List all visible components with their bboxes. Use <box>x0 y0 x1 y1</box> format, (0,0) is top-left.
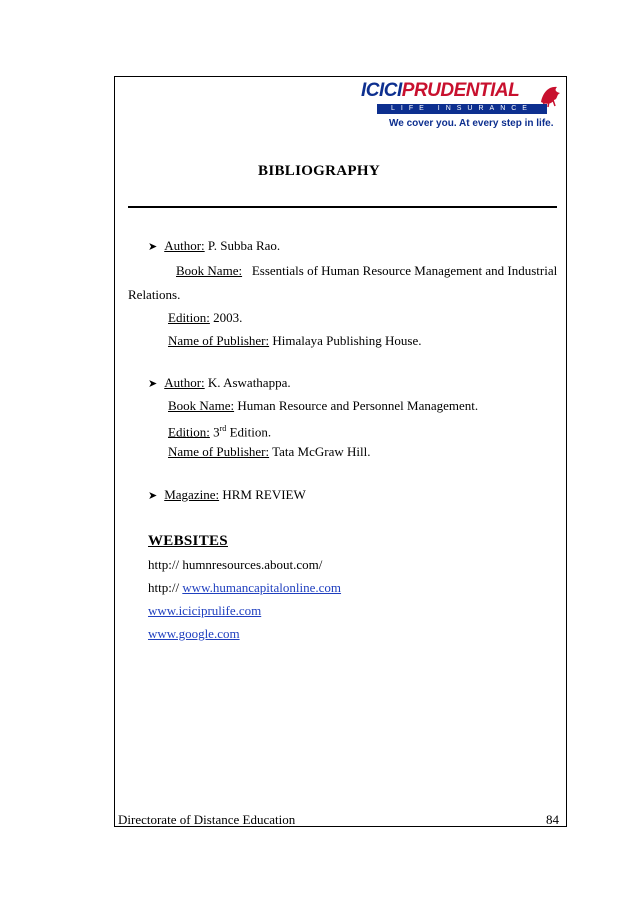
title-rule <box>128 206 557 208</box>
entry1-book-continuation: Relations. <box>128 287 181 302</box>
book-value: Essentials of Human Resource Management and Industrial <box>251 263 558 278</box>
arrowhead-bullet-icon: ➤ <box>148 241 158 253</box>
page-number: 84 <box>546 812 559 827</box>
book-label: Book Name: <box>176 263 243 278</box>
footer-left: Directorate of Distance Education <box>118 812 296 827</box>
magazine-value: HRM REVIEW <box>222 487 306 502</box>
entry1-author-line <box>148 238 280 255</box>
logo-brand-part1: ICICI <box>361 80 402 101</box>
website-link[interactable]: www.iciciprulife.com <box>148 603 262 618</box>
edition-rest: Edition. <box>229 424 272 440</box>
website-item <box>148 580 341 596</box>
author-label: Author: <box>164 238 205 253</box>
edition-value: 2003. <box>213 310 243 325</box>
publisher-label: Name of Publisher: <box>168 444 270 459</box>
arrowhead-bullet-icon: ➤ <box>148 378 158 390</box>
publisher-label: Name of Publisher: <box>168 333 270 348</box>
publisher-value: Himalaya Publishing House. <box>272 333 422 348</box>
entry2-author-line <box>148 375 291 392</box>
book-label: Book Name: <box>168 398 235 413</box>
author-label: Author: <box>164 375 205 390</box>
entry2-book-line <box>168 398 478 414</box>
website-item <box>148 626 240 642</box>
icici-prudential-logo <box>361 80 566 136</box>
website-link[interactable]: www.google.com <box>148 626 240 641</box>
author-value: P. Subba Rao. <box>207 238 281 253</box>
website-prefix: http:// <box>148 557 180 572</box>
websites-heading: WEBSITES <box>148 533 228 549</box>
logo-band: LIFE INSURANCE <box>377 104 547 114</box>
page-title: BIBLIOGRAPHY <box>258 163 380 179</box>
website-item <box>148 557 322 573</box>
book-value: Human Resource and Personnel Management. <box>237 398 479 413</box>
logo-tagline: We cover you. At every step in life. <box>389 118 554 129</box>
entry1-edition-line <box>168 310 242 326</box>
edition-label: Edition: <box>168 310 210 325</box>
website-prefix: http:// <box>148 580 180 595</box>
entry2-edition-line <box>168 421 271 440</box>
author-value: K. Aswathappa. <box>207 375 291 390</box>
logo-brand <box>361 80 519 102</box>
magazine-line <box>148 487 306 504</box>
website-item <box>148 603 261 619</box>
edition-suffix: rd <box>219 424 227 433</box>
website-link[interactable]: www.humancapitalonline.com <box>182 580 342 595</box>
entry2-publisher-line <box>168 444 370 460</box>
edition-label: Edition: <box>168 424 210 440</box>
logo-brand-part2: PRUDENTIAL <box>401 80 520 101</box>
entry1-publisher-line <box>168 333 421 349</box>
entry1-book-line <box>176 263 557 279</box>
website-text: humnresources.about.com/ <box>182 557 323 572</box>
edition-number: 3 <box>213 424 220 440</box>
magazine-label: Magazine: <box>164 487 220 502</box>
arrowhead-bullet-icon: ➤ <box>148 490 158 502</box>
publisher-value: Tata McGraw Hill. <box>272 444 371 459</box>
